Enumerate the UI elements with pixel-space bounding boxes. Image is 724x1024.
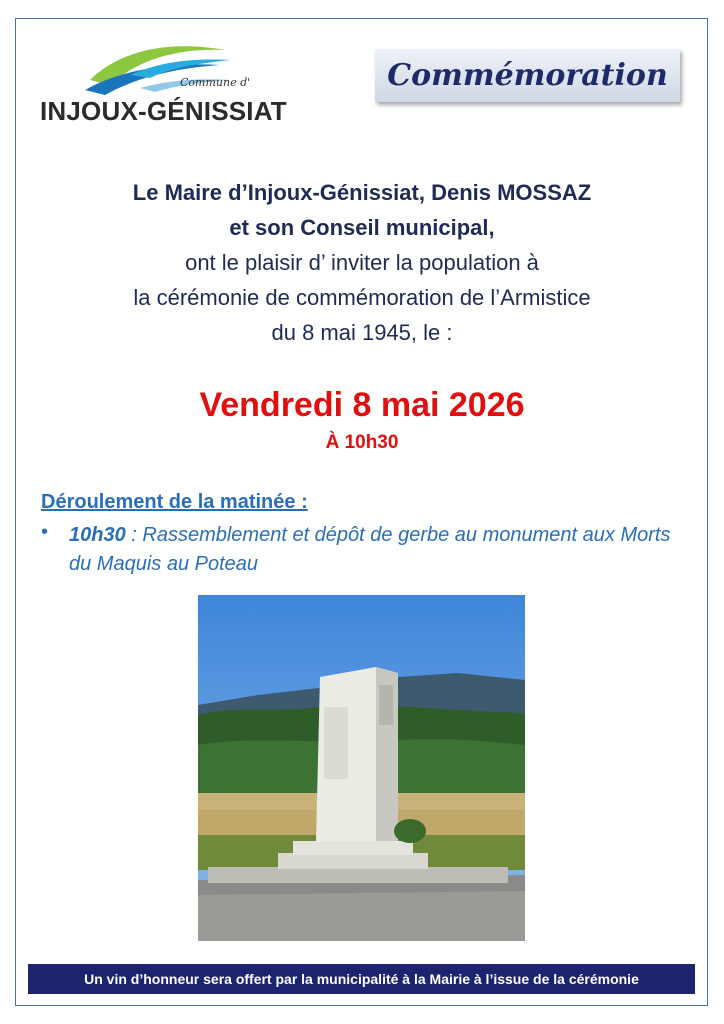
logo-commune-text: Commune d' <box>180 76 251 89</box>
programme-item-time: 10h30 <box>69 524 126 546</box>
intro-line-4: la cérémonie de commémoration de l’Armistice <box>133 285 591 310</box>
logo-swoosh-icon <box>80 40 230 100</box>
intro-line-1: Le Maire d’Injoux-Génissiat, Denis MOSSAZ <box>132 180 592 205</box>
commune-logo <box>40 40 287 130</box>
bullet-icon: • <box>41 521 49 543</box>
monument-photo <box>198 595 525 941</box>
banner-title: Commémoration <box>387 58 668 93</box>
programme-item-description: : Rassemblement et dépôt de gerbe au monument aux Morts du Maquis au Poteau <box>69 524 671 575</box>
intro-line-2: et son Conseil municipal, <box>229 215 495 240</box>
event-time: À 10h30 <box>325 432 399 453</box>
invitation-text <box>40 175 684 350</box>
programme-title: Déroulement de la matinée : <box>41 491 308 513</box>
monument-image <box>198 595 525 941</box>
commemoration-banner <box>375 49 680 102</box>
footer-text: Un vin d’honneur sera offert par la municipalité à la Mairie à l’issue de la cérémonie <box>84 971 639 987</box>
programme-item-text <box>69 521 694 579</box>
logo-town-name: INJOUX-GÉNISSIAT <box>40 96 287 126</box>
footer-banner <box>28 964 695 994</box>
event-date: Vendredi 8 mai 2026 <box>199 386 525 424</box>
intro-line-3: ont le plaisir d’ inviter la population à <box>185 250 539 275</box>
intro-line-5: du 8 mai 1945, le : <box>271 320 453 345</box>
